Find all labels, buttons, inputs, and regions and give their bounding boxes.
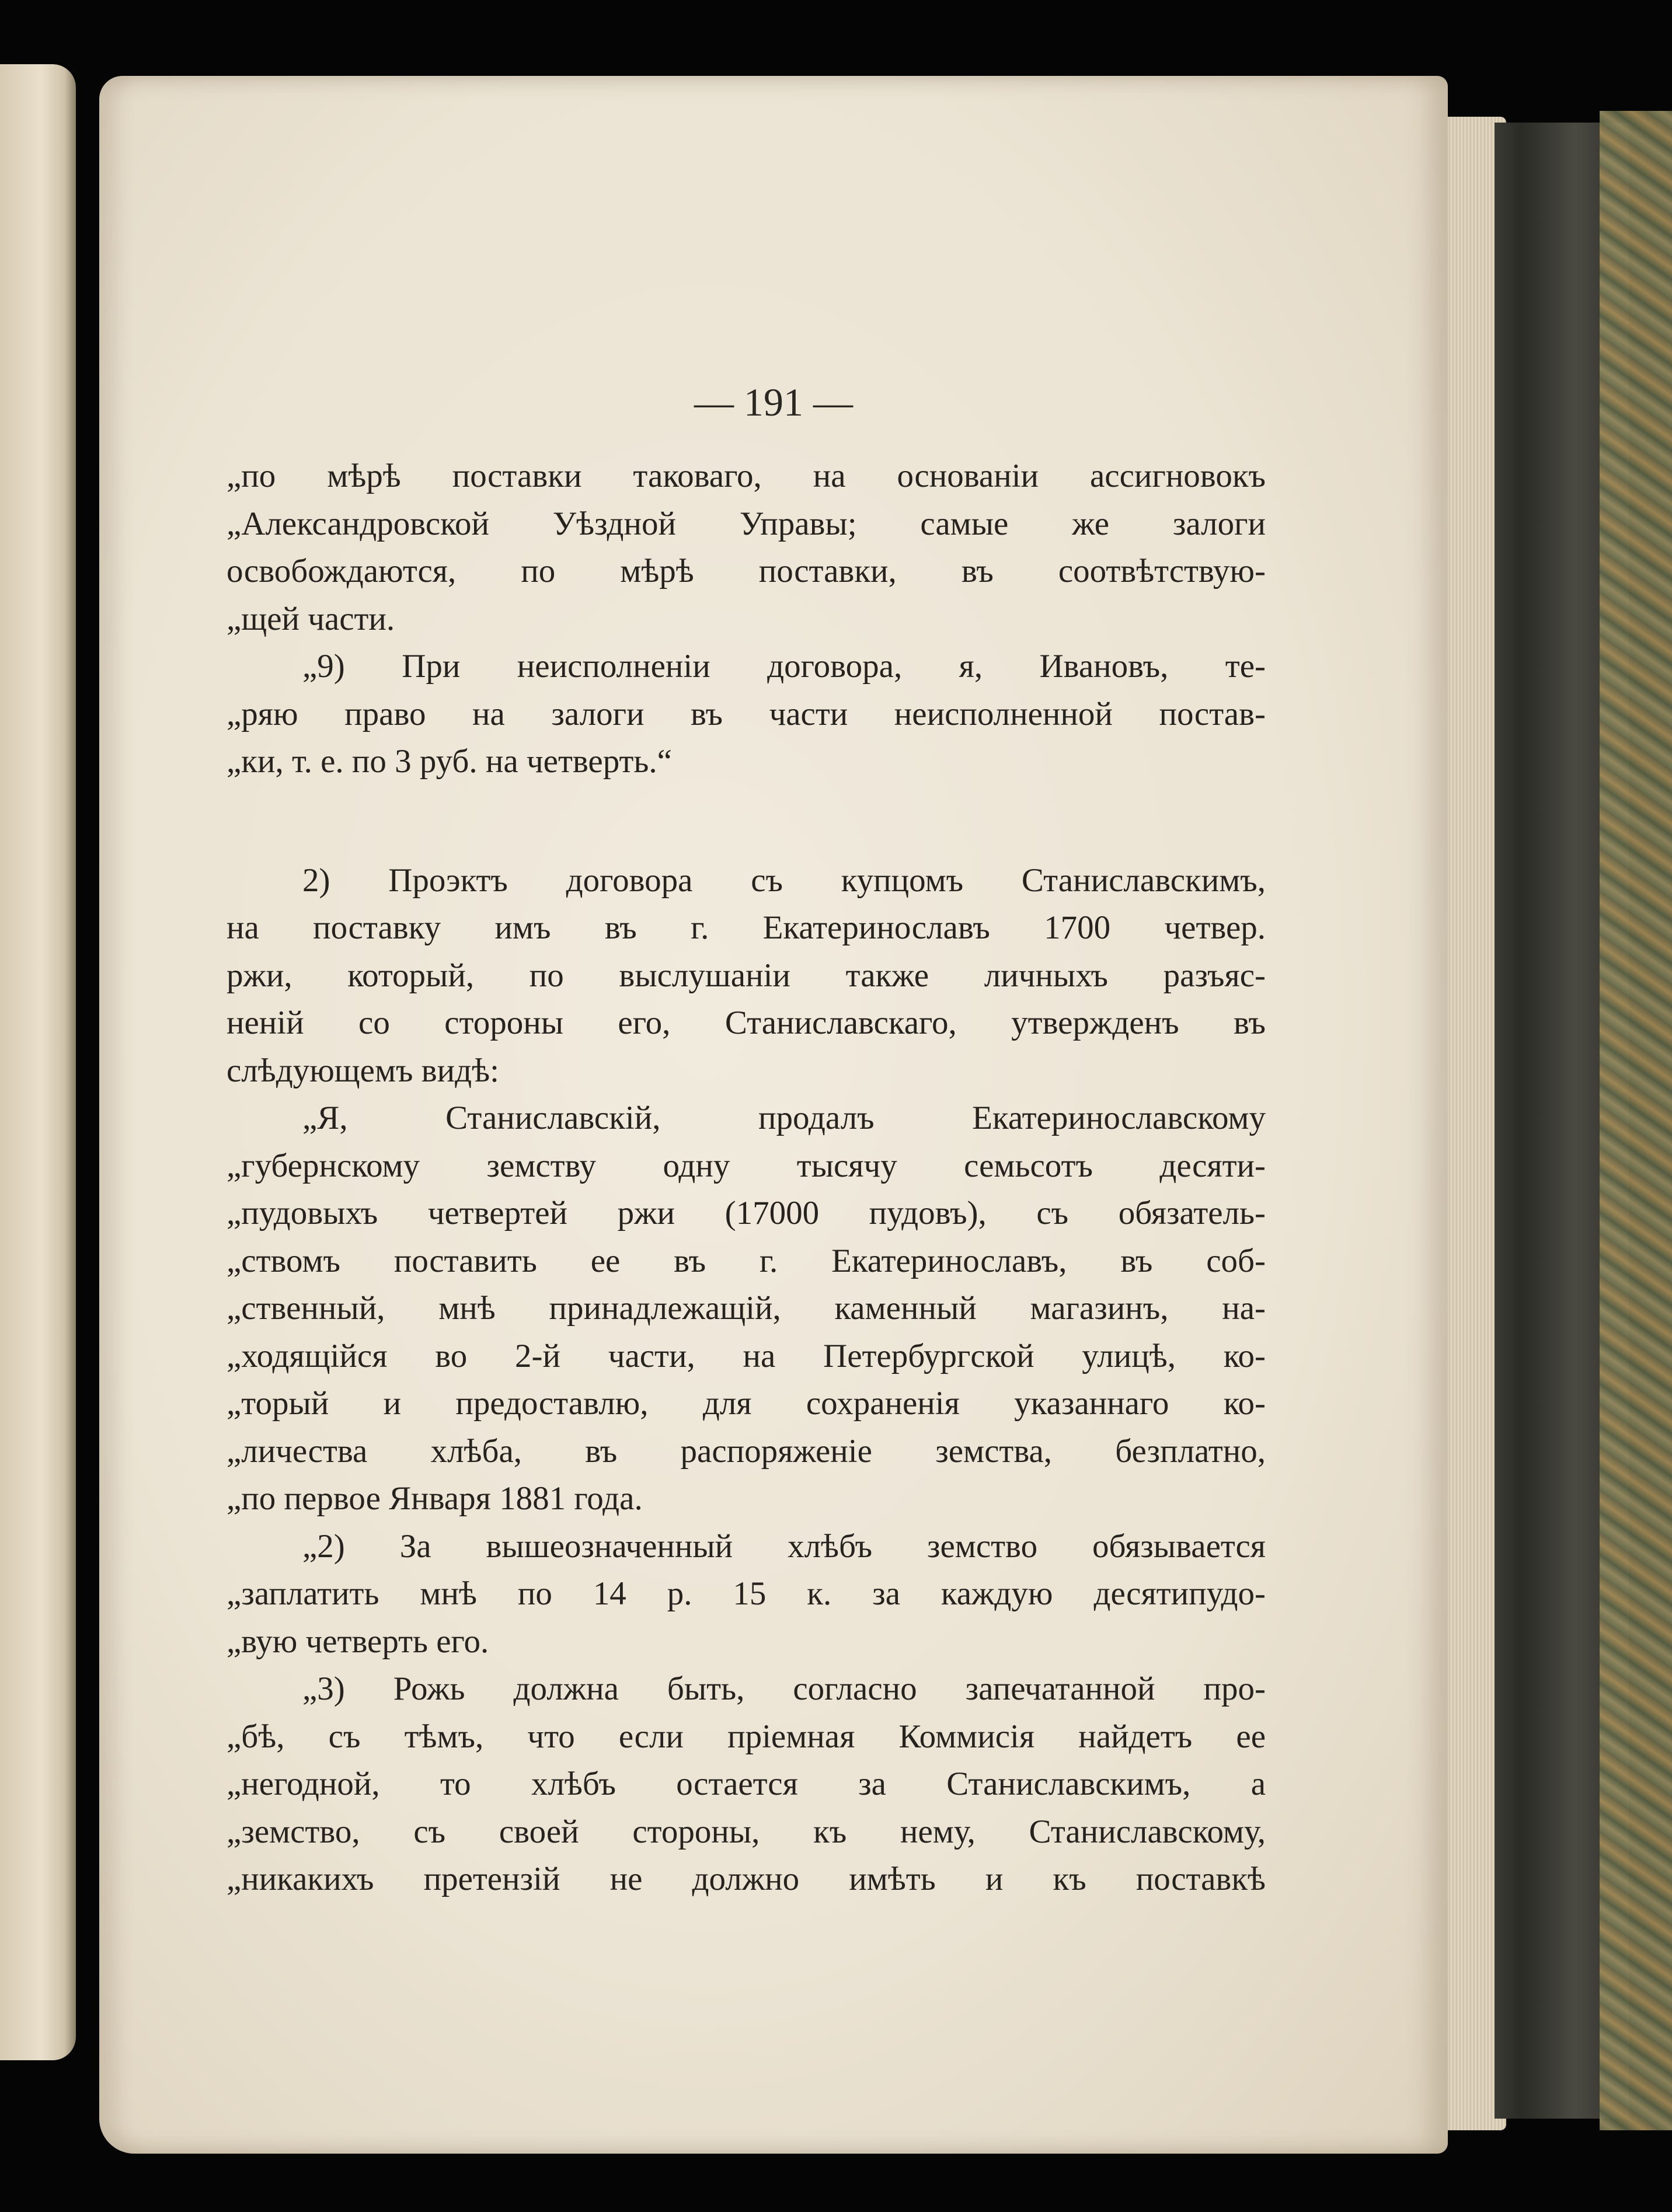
- text-line: „ствомъ поставить ее въ г. Екатеринославъ, въ соб-: [227, 1242, 1266, 1279]
- text-line: неній со стороны его, Станиславскаго, утвержденъ въ: [227, 1004, 1266, 1041]
- text-line: слѣдующемъ видѣ:: [227, 1052, 499, 1089]
- text-line: 2) Проэктъ договора съ купцомъ Станиславскимъ,: [302, 861, 1266, 899]
- text-line: „Я, Станиславскій, продалъ Екатеринославскому: [302, 1100, 1266, 1136]
- text-line: „личества хлѣба, въ распоряженіе земства, безплатно,: [227, 1432, 1266, 1470]
- book-page: [99, 76, 1448, 2154]
- marbled-cover-edge: [1600, 111, 1672, 2130]
- text-line: „по мѣрѣ поставки таковаго, на основаніи ассигновокъ: [227, 458, 1266, 494]
- text-line: „губернскому земству одну тысячу семьсотъ десяти-: [227, 1147, 1266, 1184]
- text-line: „по первое Января 1881 года.: [227, 1480, 643, 1517]
- text-line: „ряю право на залоги въ части неисполненной постав-: [227, 695, 1266, 732]
- paragraph-gap: [227, 786, 1266, 857]
- text-line: „ходящійся во 2-й части, на Петербургской улицѣ, ко-: [227, 1337, 1266, 1374]
- text-line: „бѣ, съ тѣмъ, что если пріемная Коммисія найдетъ ее: [227, 1718, 1266, 1755]
- text-line: ржи, который, по выслушаніи также личныхъ разъяс-: [227, 957, 1266, 994]
- text-line: „ственный, мнѣ принадлежащій, каменный магазинъ, на-: [227, 1290, 1266, 1327]
- text-line: „Александровской Уѣздной Управы; самые же залоги: [227, 505, 1266, 542]
- text-line: „ки, т. е. по 3 руб. на четверть.“: [227, 743, 672, 780]
- text-line: „негодной, то хлѣбъ остается за Станиславскимъ, а: [227, 1766, 1266, 1802]
- text-line: „2) За вышеозначенный хлѣбъ земство обязывается: [302, 1527, 1266, 1565]
- text-line: „щей части.: [227, 600, 395, 637]
- page-body: [227, 452, 1266, 1903]
- text-line: „3) Рожь должна быть, согласно запечатанной про-: [302, 1670, 1266, 1707]
- text-line: „заплатить мнѣ по 14 р. 15 к. за каждую десятипудо-: [227, 1575, 1266, 1612]
- text-line: „пудовыхъ четвертей ржи (17000 пудовъ), съ обязатель-: [227, 1195, 1266, 1231]
- left-page-edge: [0, 64, 76, 2060]
- text-line: освобождаются, по мѣрѣ поставки, въ соотвѣтствую-: [227, 553, 1266, 589]
- text-line: „никакихъ претензій не должно имѣть и къ поставкѣ: [227, 1861, 1266, 1897]
- text-line: „земство, съ своей стороны, къ нему, Станиславскому,: [227, 1813, 1266, 1850]
- text-line: „вую четверть его.: [227, 1623, 489, 1660]
- text-line: „9) При неисполненіи договора, я, Ивановъ, те-: [302, 648, 1266, 685]
- text-line: на поставку имъ въ г. Екатеринославъ 1700 четвер.: [227, 909, 1266, 946]
- page-number: — 191 —: [694, 380, 853, 424]
- text-line: „торый и предоставлю, для сохраненія указаннаго ко-: [227, 1385, 1266, 1422]
